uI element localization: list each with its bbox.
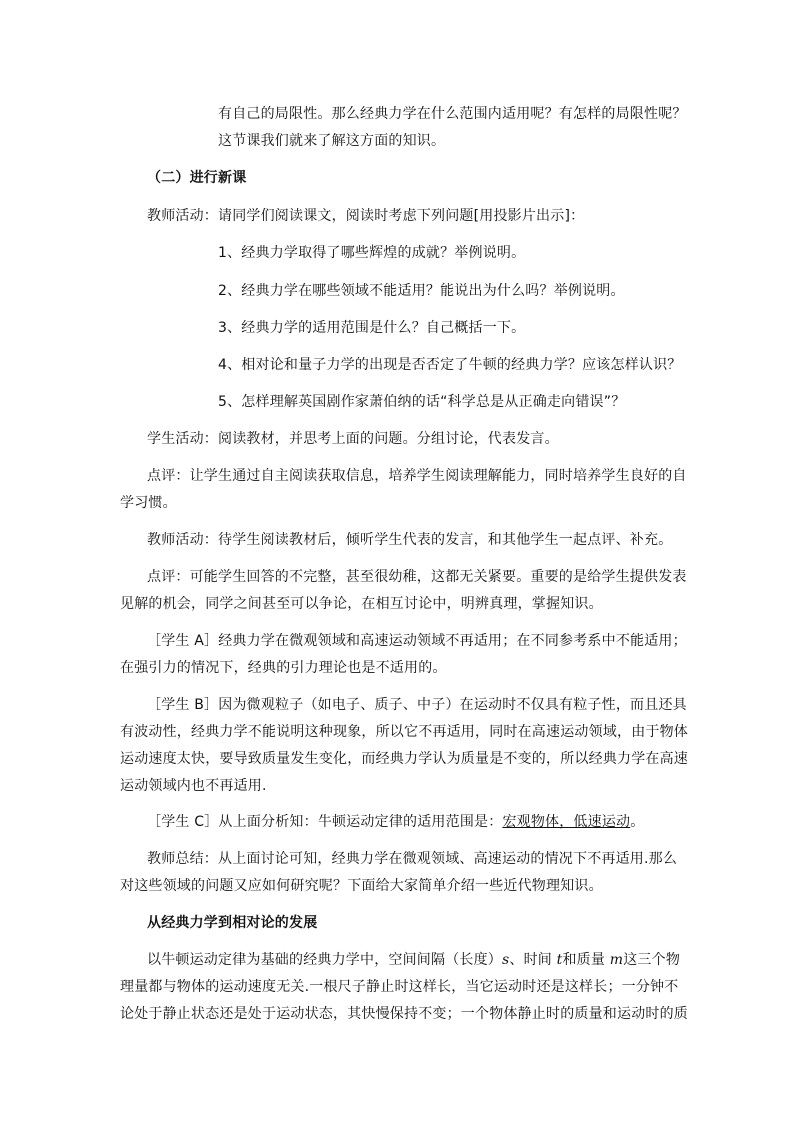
final-text-d: 这三个物 — [623, 952, 681, 968]
student-c-suffix: 。 — [630, 814, 645, 830]
student-b-line-4: 运动领域内也不再适用. — [120, 778, 267, 794]
subheading: 从经典力学到相对论的发展 — [147, 915, 318, 931]
final-para-line-3: 论处于静止状态还是处于运动状态，其快慢保持不变；一个物体静止时的质量和运动时的质 — [120, 1006, 688, 1022]
student-b-line-2: 有波动性，经典力学不能说明这种现象，所以它不再适用，同时在高速运动领域，由于物体 — [120, 724, 688, 740]
comment-1-line-1: 点评：让学生通过自主阅读获取信息，培养学生阅读理解能力，同时培养学生良好的自 — [147, 468, 687, 484]
question-3: 3、经典力学的适用范围是什么？自己概括一下。 — [218, 320, 526, 336]
final-text-c: 和质量 — [562, 952, 606, 968]
intro-line-2: 这节课我们就来了解这方面的知识。 — [218, 133, 446, 149]
question-2: 2、经典力学在哪些领域不能适用？能说出为什么吗？举例说明。 — [218, 283, 625, 299]
section-heading: （二）进行新课 — [147, 170, 247, 186]
final-text-a: 以牛顿运动定律为基础的经典力学中，空间间隔（长度） — [147, 952, 502, 968]
comment-1-line-2: 学习惯。 — [120, 495, 177, 511]
student-a-line-2: 在强引力的情况下，经典的引力理论也是不适用的。 — [120, 660, 447, 676]
symbol-m: m — [609, 952, 624, 968]
teacher-activity: 教师活动：请同学们阅读课文，阅读时考虑下列问题[用投影片出示]： — [147, 208, 585, 224]
student-b-line-3: 运动速度太快，要导致质量发生变化，而经典力学认为质量是不变的，所以经典力学在高速 — [120, 751, 688, 767]
final-para-line-2: 理量都与物体的运动速度无关.一根尺子静止时这样长，当它运动时还是这样长；一分钟不 — [120, 979, 679, 995]
teacher-summary-line-1: 教师总结：从上面讨论可知，经典力学在微观领域、高速运动的情况下不再适用.那么 — [147, 851, 678, 867]
final-para-line-1 — [147, 950, 681, 970]
student-activity: 学生活动：阅读教材，并思考上面的问题。分组讨论，代表发言。 — [147, 431, 559, 447]
intro-line-1: 有自己的局限性。那么经典力学在什么范围内适用呢？有怎样的局限性呢？ — [218, 106, 687, 122]
student-c-prefix: ［学生 C］从上面分析知：牛顿运动定律的适用范围是： — [147, 814, 503, 830]
student-c — [147, 812, 667, 832]
question-5: 5、怎样理解英国剧作家萧伯纳的话“科学总是从正确走向错误”？ — [218, 394, 626, 410]
comment-2-line-2: 见解的机会，同学之间甚至可以争论，在相互讨论中，明辨真理，掌握知识。 — [120, 596, 603, 612]
question-1: 1、经典力学取得了哪些辉煌的成就？举例说明。 — [218, 245, 526, 261]
comment-2-line-1: 点评：可能学生回答的不完整，甚至很幼稚，这都无关紧要。重要的是给学生提供发表 — [147, 569, 687, 585]
teacher-summary-line-2: 对这些领域的问题又应如何研究呢？下面给大家简单介绍一些近代物理知识。 — [120, 878, 603, 894]
student-a-line-1: ［学生 A］经典力学在微观领域和高速运动领域不再适用；在不同参考系中不能适用； — [147, 633, 687, 649]
student-b-line-1: ［学生 B］因为微观粒子（如电子、质子、中子）在运动时不仅具有粒子性，而且还具 — [147, 697, 687, 713]
teacher-activity-2: 教师活动：待学生阅读教材后，倾听学生代表的发言，和其他学生一起点评、补充。 — [147, 532, 673, 548]
final-text-b: 、时间 — [509, 952, 552, 968]
question-4: 4、相对论和量子力学的出现是否否定了牛顿的经典力学？应该怎样认识？ — [218, 357, 682, 373]
symbol-t: t — [556, 952, 563, 968]
student-c-answer: 宏观物体，低速运动 — [502, 814, 631, 830]
symbol-s: s — [502, 952, 510, 968]
